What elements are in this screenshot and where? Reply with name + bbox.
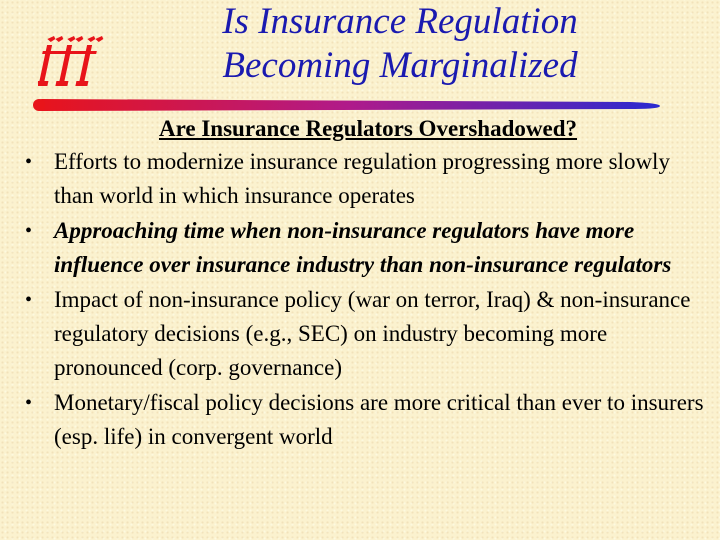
bullet-text: Monetary/fiscal policy decisions are more critical than ever to insurers (esp. life) in convergent world: [54, 390, 704, 449]
iii-logo-icon: [38, 36, 104, 90]
bullet-list: [25, 145, 715, 455]
slide-subtitle: Are Insurance Regulators Overshadowed?: [158, 116, 578, 141]
bullet-dot-icon: •: [25, 151, 33, 173]
title-line-2: Becoming Marginalized: [222, 45, 578, 86]
title-line-1: Is Insurance Regulation: [222, 1, 578, 42]
bullet-item: [25, 386, 715, 454]
bullet-text: Approaching time when non-insurance regulators have more influence over insurance industry than non-insurance regulators: [54, 218, 672, 277]
bullet-dot-icon: •: [25, 392, 33, 414]
title-divider: [30, 96, 662, 116]
bullet-text: Impact of non-insurance policy (war on terror, Iraq) & non-insurance regulatory decisions (e.g., SEC) on industry becoming more pronounced (corp. governance): [54, 287, 691, 380]
bullet-item: [25, 145, 715, 213]
slide-title: [150, 0, 650, 88]
bullet-dot-icon: •: [25, 289, 33, 311]
bullet-item: [25, 283, 715, 385]
bullet-item: [25, 214, 715, 282]
bullet-text: Efforts to modernize insurance regulation progressing more slowly than world in which insurance operates: [54, 149, 670, 208]
bullet-dot-icon: •: [25, 220, 33, 242]
